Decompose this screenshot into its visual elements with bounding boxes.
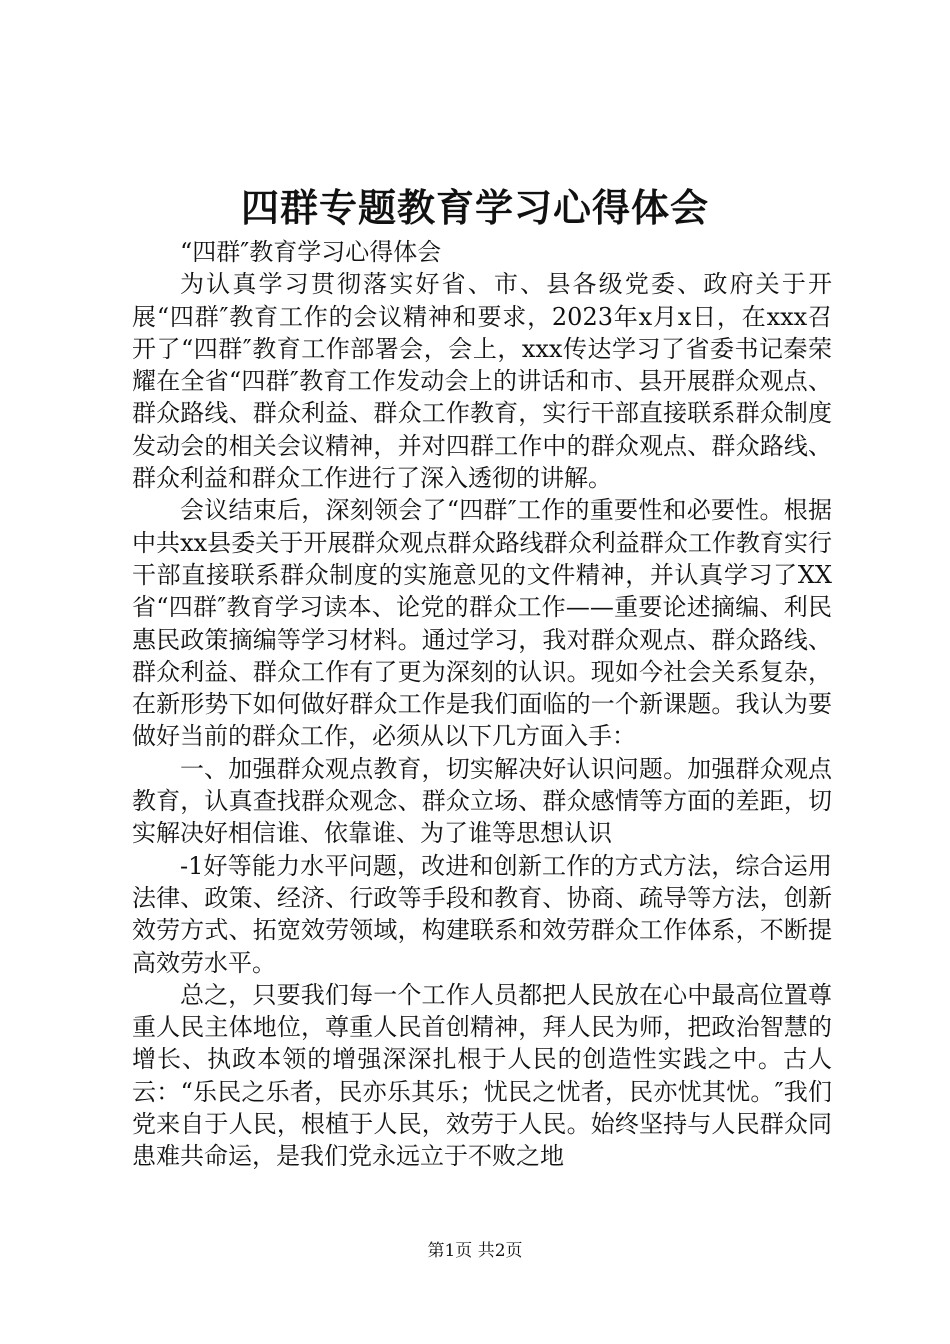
paragraph: -1好等能力水平问题，改进和创新工作的方式方法，综合运用法律、政策、经济、行政等手段和教育、协商、疏导等方法，创新效劳方式、拓宽效劳领域，构建联系和效劳群众工作体系，不断提高效劳水平。	[132, 851, 832, 977]
paragraph: 会议结束后，深刻领会了“四群″工作的重要性和必要性。根据中共xx县委关于开展群众观点群众路线群众利益群众工作教育实行干部直接联系群众制度的实施意见的文件精神，并认真学习了XX省“四群″教育学习读本、论党的群众工作——重要论述摘编、利民惠民政策摘编等学习材料。通过学习，我对群众观点、群众路线、群众利益、群众工作有了更为深刻的认识。现如今社会关系复杂，在新形势下如何做好群众工作是我们面临的一个新课题。我认为要做好当前的群众工作，必须从以下几方面入手：	[132, 496, 832, 751]
paragraph: 一、加强群众观点教育，切实解决好认识问题。加强群众观点教育，认真查找群众观念、群众立场、群众感情等方面的差距，切实解决好相信谁、依靠谁、为了谁等思想认识	[132, 754, 832, 848]
paragraph: 总之，只要我们每一个工作人员都把人民放在心中最高位置尊重人民主体地位，尊重人民首创精神，拜人民为师，把政治智慧的增长、执政本领的增强深深扎根于人民的创造性实践之中。古人云：“乐民之乐者，民亦乐其乐；忧民之忧者，民亦忧其忧。″我们党来自于人民，根植于人民，效劳于人民。始终坚持与人民群众同患难共命运，是我们党永远立于不败之地	[132, 980, 832, 1171]
page-number-footer: 第1页 共2页	[427, 1241, 523, 1261]
document-body	[132, 236, 832, 1173]
paragraph-subtitle: “四群″教育学习心得体会	[180, 238, 442, 266]
document-title: 四群专题教育学习心得体会	[240, 185, 709, 230]
paragraph: 为认真学习贯彻落实好省、市、县各级党委、政府关于开展“四群″教育工作的会议精神和要求，2023年x月x日，在xxx召开了“四群″教育工作部署会，会上，xxx传达学习了省委书记秦荣耀在全省“四群″教育工作发动会上的讲话和市、县开展群众观点、群众路线、群众利益、群众工作教育，实行干部直接联系群众制度发动会的相关会议精神，并对四群工作中的群众观点、群众路线、群众利益和群众工作进行了深入透彻的讲解。	[132, 270, 832, 493]
